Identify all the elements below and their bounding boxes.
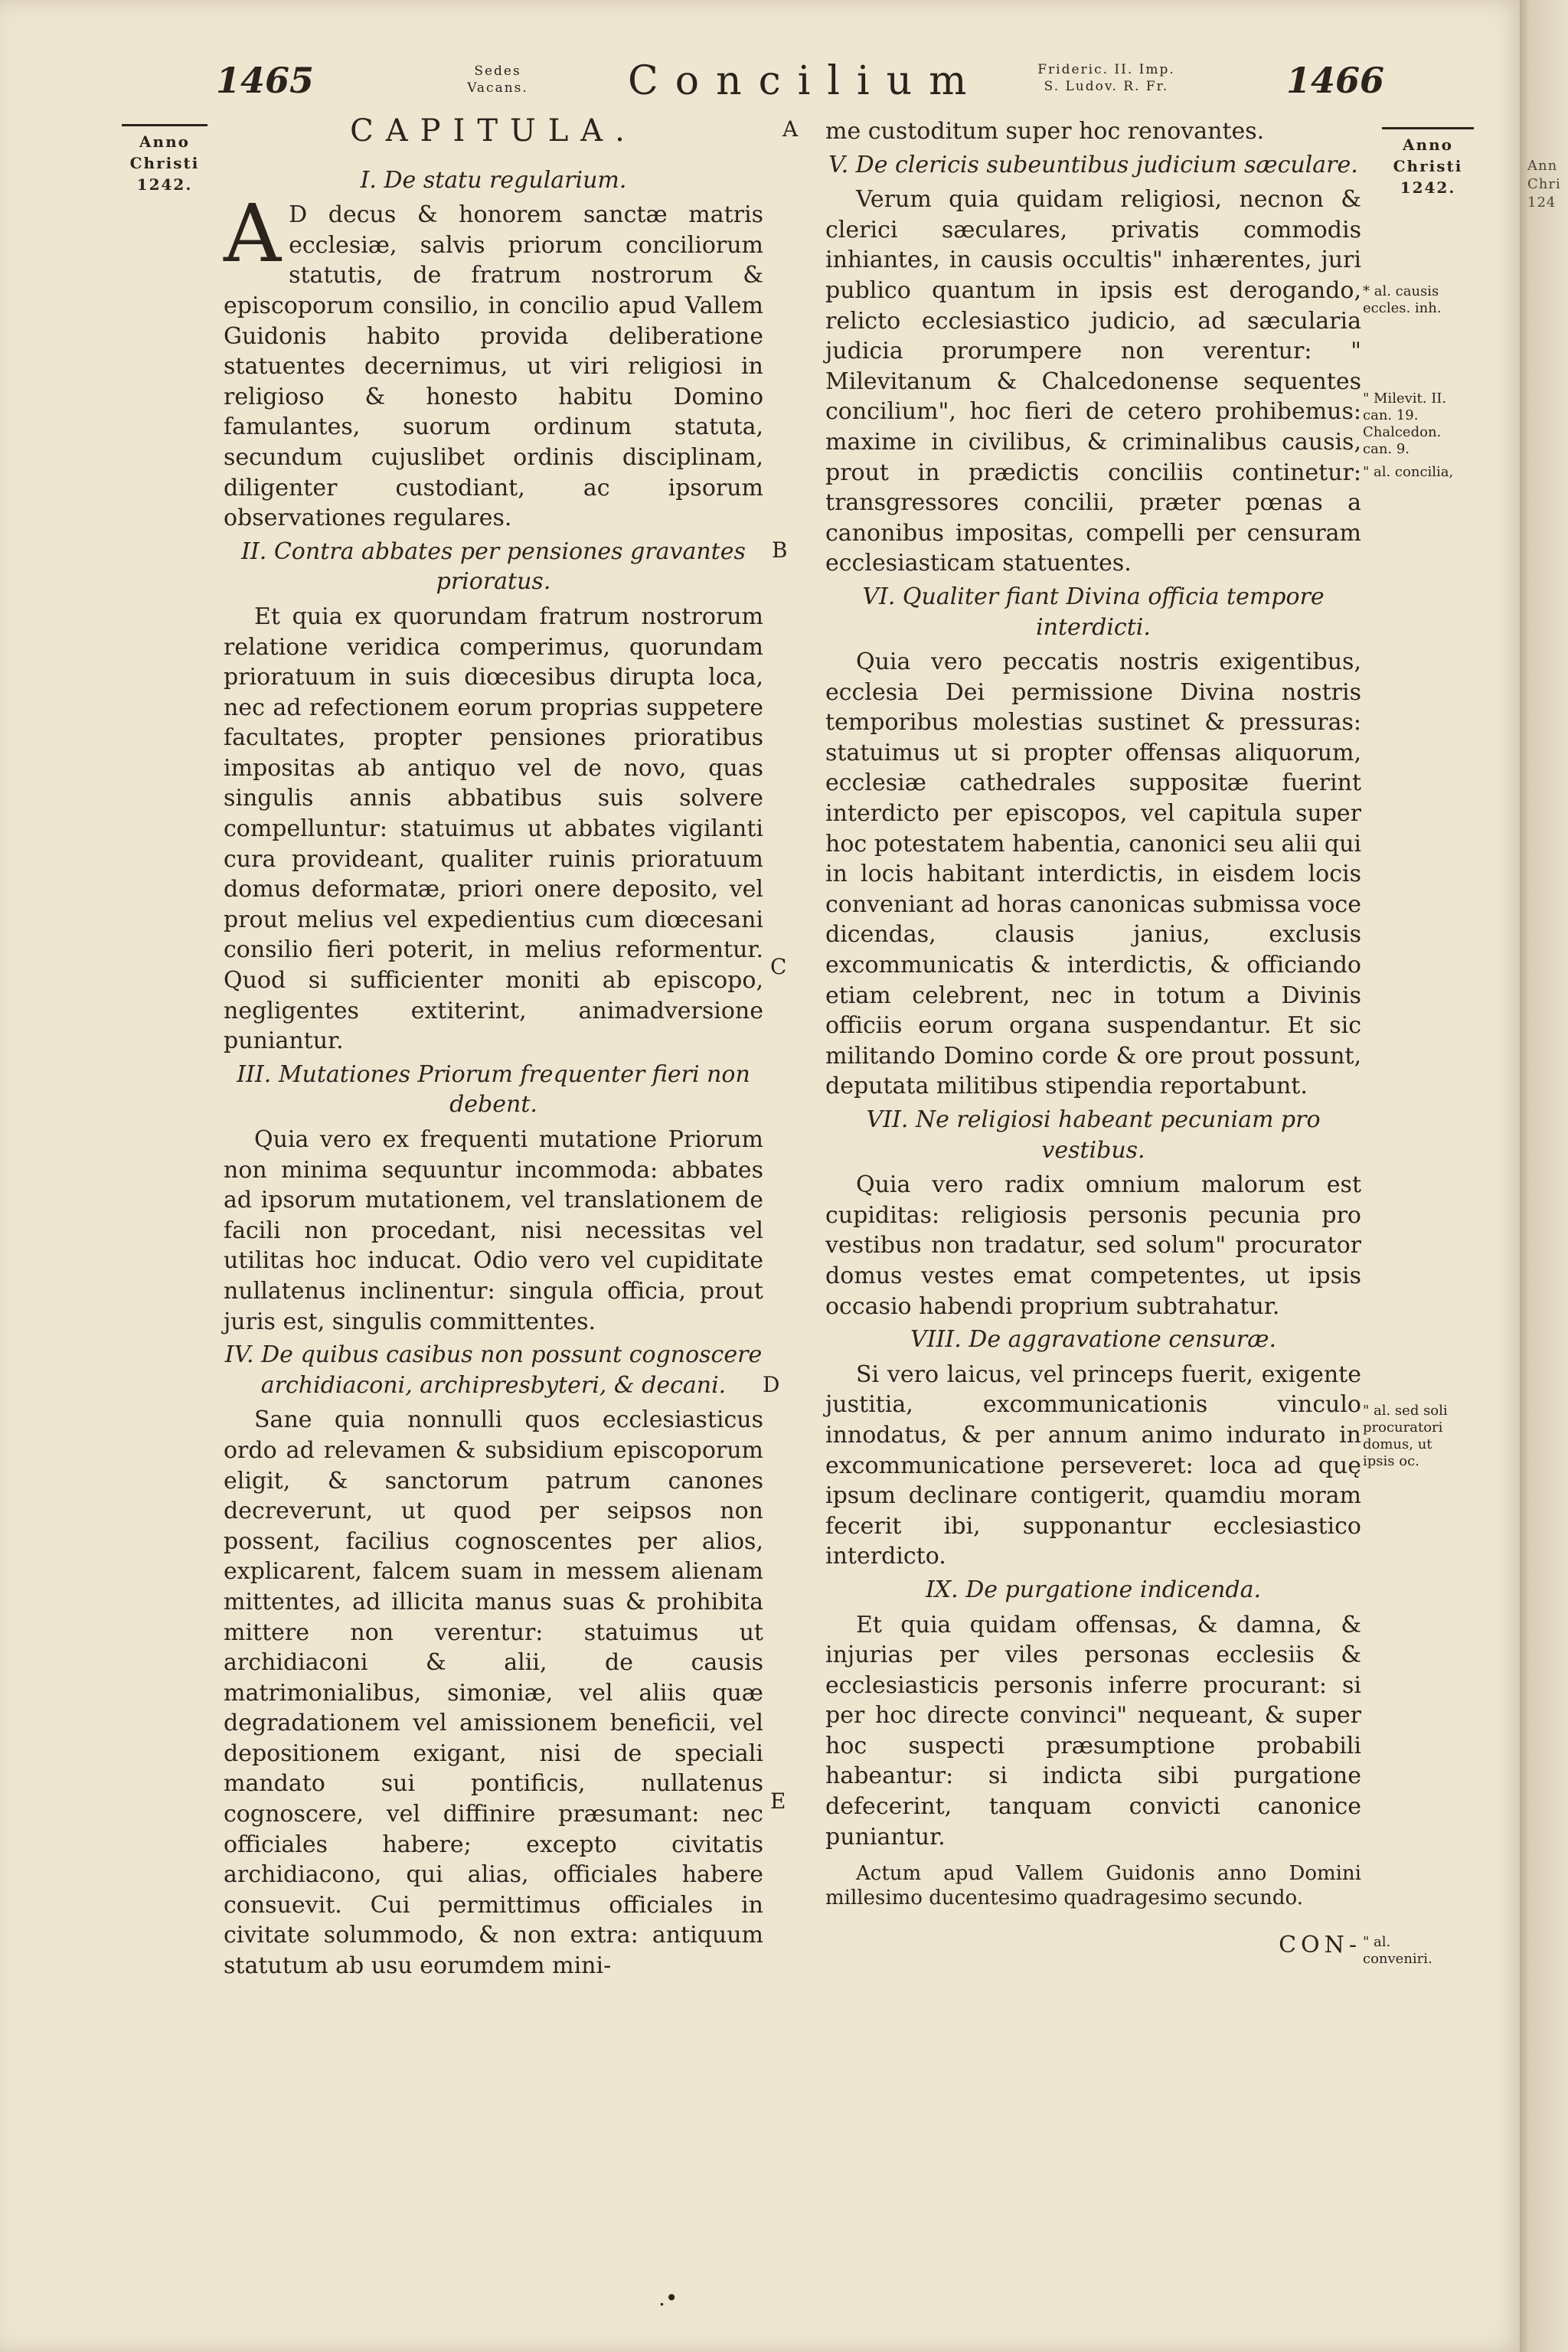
margin-year-left <box>115 124 214 195</box>
chapter-text-8: Si vero laicus, vel princeps fuerit, exigente justitia, excommunicationis vinculo innodatus, & per annum animo indurato in excommunicatione perseveret: loca ad quę ipsum declinare contigerit, quamdiu moram fecerit ibi, supponantur ecclesiastico interdicto. <box>825 1361 1361 1570</box>
right-column <box>825 116 1361 1961</box>
chapter-text-5: Verum quia quidam religiosi, necnon & clerici sæculares, privatis commodis inhiantes, in causis occultis" inhærentes, juri publico quantum in ipsis est derogando, relicto ecclesiastico judicio, ad sæcularia judicia prorumpere non verentur: " Milevitanum & Chalcedonense sequentes concilium", hoc fieri de cetero prohibemus: maxime in civilibus, & criminalibus causis, prout in prædictis conciliis continetur: transgressores concilii, præter pœnas a canonibus impositas, compelli per censuram ecclesiasticam statuentes. <box>825 186 1361 577</box>
chapter-text-2: Et quia ex quorundam fratrum nostrorum relatione veridica comperimus, quorundam prioratuum in suis diœcesibus dirupta loca, nec ad refectionem eorum proprias suppetere facultates, propter pensiones prioratibus impositas ab antiquo vel de novo, quas singulis annis abbatibus suis solvere compelluntur: statuimus ut abbates vigilanti cura provideant, qualiter ruinis prioratuum domus deformatæ, priori onere deposito, vel prout melius vel expedientius cum diœcesani consilio fieri poterit, in melius reformentur. Quod si sufficienter moniti ab episcopo, negligentes extiterint, animadversione puniantur. <box>224 603 763 1055</box>
running-head-sedes <box>448 63 547 96</box>
margin-note-5: " al. conveniri. <box>1363 1934 1432 1967</box>
margin-note-2: " Milevit. II. can. 19. Chalcedon. can. 9. <box>1363 390 1447 457</box>
sedes-line1: Sedes <box>474 64 521 79</box>
chapter-heading-2: II. Contra abbates per pensiones gravantes prioratus. <box>241 537 746 596</box>
chapter-text-3: Quia vero ex frequenti mutatione Priorum non minima sequuntur incommoda: abbates ad ipsorum mutationem, vel translationem de facili non procedant, nisi necessitas vel utilitas hoc inducat. Odio vero vel cupiditate nullatenus inclinentur: singula officia, prout juris est, singulis committentes. <box>224 1126 763 1335</box>
chapter-text-7: Quia vero radix omnium malorum est cupiditas: religiosis personis pecunia pro vestibus non tradatur, sed solum" procurator domus vestes emat competentes, ut ipsis occasio habendi proprium subtrahatur. <box>825 1171 1361 1320</box>
chapter-heading-1: I. De statu regularium. <box>360 166 627 194</box>
chapter-text-1 <box>224 187 763 534</box>
margin-rule-left <box>122 124 207 126</box>
edge-line3: 124 <box>1527 194 1557 211</box>
adjacent-page-margin <box>1527 157 1561 212</box>
catchword: CON- <box>1279 1932 1361 1959</box>
edge-line1: Ann <box>1527 158 1558 174</box>
drop-cap: A <box>224 187 282 281</box>
margin-note-4: " al. sed soli procuratori domus, ut ipsis oc. <box>1363 1403 1448 1469</box>
chapter-heading-6: VI. Qualiter fiant Divina officia tempore interdicti. <box>862 583 1325 641</box>
chapter-heading-7: VII. Ne religiosi habeant pecuniam pro vestibus. <box>866 1106 1321 1164</box>
margin-left-line1: Anno <box>139 132 190 151</box>
chapter-heading-8: VIII. De aggravatione censuræ. <box>910 1326 1276 1354</box>
chapter-text-4: Sane quia nonnulli quos ecclesiasticus ordo ad relevamen & subsidium episcoporum eligit, & sanctorum patrum canones decreverunt, ut quod per seipsos non possent, facilius cognoscentes per alios, explicarent, falcem suam in messem alienam mittentes, ad illicita manus suas & prohibita mittere non verentur: statuimus ut archidiaconi & alii, de causis matrimonialibus, simoniæ, vel aliis quæ degradationem vel amissionem beneficii, vel depositionem exigant, nisi de speciali mandato sui pontificis, nullatenus cognoscere, vel diffinire præsumant: nec officiales habere; excepto civitatis archidiacono, qui alias, officiales habere consuevit. Cui permittimus officiales in civitate solummodo, & non extra: antiquum statutum ab usu eorumdem mini- <box>224 1406 763 1980</box>
margin-year-right <box>1378 127 1478 198</box>
chapter-heading-4: IV. De quibus casibus non possunt cognoscere archidiaconi, archipresbyteri, & decani. <box>224 1341 763 1399</box>
page-number-left: 1465 <box>216 60 315 101</box>
running-head-frideric <box>1018 61 1194 95</box>
colophon-actum: Actum apud Vallem Guidonis anno Domini millesimo ducentesimo quadragesimo secundo. <box>825 1862 1361 1910</box>
section-letter-d: D <box>763 1372 780 1397</box>
sedes-line2: Vacans. <box>467 80 528 96</box>
margin-left-line2: Christi <box>129 154 200 172</box>
margin-right-year: 1242. <box>1400 178 1456 197</box>
chapter-text-1-body: D decus & honorem sanctæ matris ecclesiæ, salvis priorum conciliorum statutis, de fratrum nostrorum & episcoporum consilio, in concilio apud Vallem Guidonis habito provida deliberatione statuentes decernimus, ut viri religiosi in religioso & honesto habitu Domino famulantes, suorum ordinum statuta, secundum cujuslibet ordinis disciplinam, diligenter custodiant, ac ipsorum observationes regulares. <box>224 201 763 532</box>
section-letter-b: B <box>772 537 788 563</box>
frideric-line2: S. Ludov. R. Fr. <box>1044 79 1169 94</box>
edge-line2: Chri <box>1527 176 1561 192</box>
frideric-line1: Frideric. II. Imp. <box>1037 62 1175 77</box>
section-letter-a: A <box>782 116 799 142</box>
chapter-text-6: Quia vero peccatis nostris exigentibus, ecclesia Dei permissione Divina nostris temporibus molestias sustinet & pressuras: statuimus ut si propter offensas aliquorum, ecclesiæ cathedrales suppositæ fuerint interdicto per episcopos, vel capitula super hoc potestatem habentia, canonici seu alii qui in locis habitant interdictis, in eisdem locis conveniant ad horas canonicas submissa voce dicendas, clausis janius, exclusis excommunicatis & interdictis, & officiando etiam celebrent, nec in totum a Divinis officiis eorum organa suspendantur. Et sic militando Domino corde & ore prout possunt, deputata militibus stipendia reportabunt. <box>825 648 1361 1100</box>
section-letter-c: C <box>770 954 787 979</box>
margin-note-1: * al. causis eccles. inh. <box>1363 283 1442 316</box>
chapter-text-9: Et quia quidam offensas, & damna, & injurias per viles personas ecclesiis & ecclesiasticis personis inferre procurant: si per hoc directe convinci" nequeant, & super hoc suspecti præsumptione probabili habeantur: si indicta sibi purgatione defecerint, tanquam convicti canonice puniantur. <box>825 1611 1361 1851</box>
margin-right-line2: Christi <box>1393 157 1463 175</box>
chapter-heading-9: IX. De purgatione indicenda. <box>925 1576 1262 1603</box>
section-letter-e: E <box>770 1788 786 1814</box>
margin-rule-right <box>1382 127 1474 129</box>
page-number-right: 1466 <box>1286 60 1385 101</box>
margin-note-3: " al. concilia, <box>1363 464 1454 480</box>
chapter-text-4-continued: me custoditum super hoc renovantes. <box>825 118 1265 145</box>
margin-right-line1: Anno <box>1403 136 1453 154</box>
chapter-heading-3: III. Mutationes Priorum frequenter fieri non debent. <box>237 1060 750 1119</box>
left-column <box>224 113 763 1981</box>
chapter-heading-5: V. De clericis subeuntibus judicium sæculare. <box>828 151 1358 178</box>
footer-mark: .• <box>658 2285 678 2311</box>
section-title: CAPITULA. <box>350 113 637 149</box>
adjacent-page-edge <box>1520 0 1568 2352</box>
running-title: Concilium <box>628 58 984 104</box>
margin-left-year: 1242. <box>136 175 193 194</box>
